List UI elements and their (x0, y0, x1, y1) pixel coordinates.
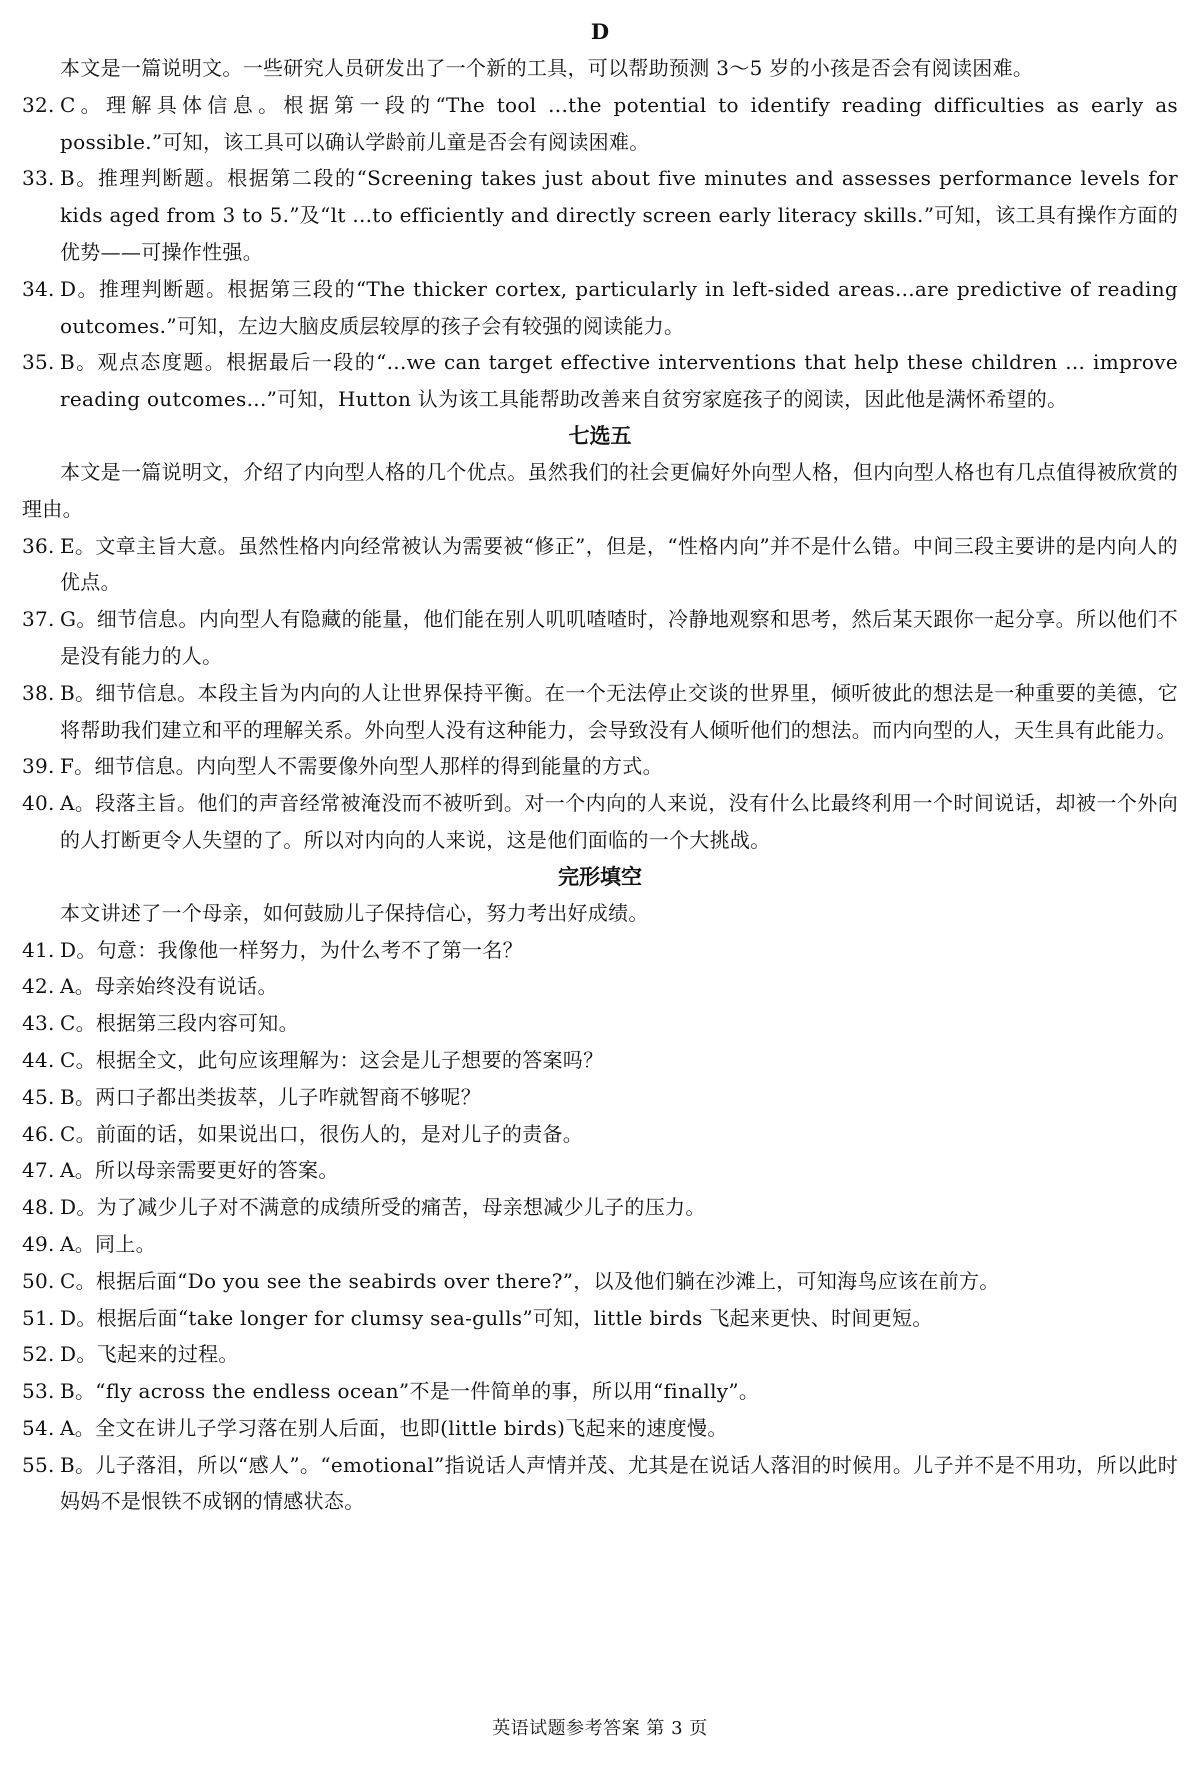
answer-number: 50. (22, 1268, 55, 1293)
answer-number: 48. (22, 1195, 55, 1220)
answer-item (22, 1152, 1178, 1189)
answer-item (22, 1042, 1178, 1079)
answer-item (22, 160, 1178, 270)
answer-text: C。根据第三段内容可知。 (60, 1011, 299, 1036)
answer-number: 47. (22, 1158, 55, 1183)
section-heading: 七选五 (568, 422, 632, 448)
section-intro: 本文是一篇说明文。一些研究人员研发出了一个新的工具，可以帮助预测 3～5 岁的小孩是否会有阅读困难。 (60, 56, 1034, 80)
answer-number: 53. (22, 1379, 55, 1404)
answer-number: 54. (22, 1415, 55, 1440)
answer-item (22, 1226, 1178, 1263)
answer-number: 32. (22, 92, 55, 117)
answer-number: 41. (22, 937, 55, 962)
answer-text: C。根据后面“Do you see the seabirds over there?”，以及他们躺在沙滩上，可知海鸟应该在前方。 (60, 1268, 1000, 1293)
answer-number: 39. (22, 754, 55, 779)
answer-text: E。文章主旨大意。虽然性格内向经常被认为需要被“修正”，但是，“性格内向”并不是什么错。中间三段主要讲的是内向人的优点。 (60, 533, 1178, 595)
answer-page (22, 14, 1178, 1520)
section-heading: D (590, 19, 610, 44)
answer-item (22, 675, 1178, 749)
answer-number: 35. (22, 350, 55, 375)
answer-number: 36. (22, 533, 55, 558)
answer-text: B。细节信息。本段主旨为内向的人让世界保持平衡。在一个无法停止交谈的世界里，倾听彼此的想法是一种重要的美德，它将帮助我们建立和平的理解关系。外向型人没有这种能力，会导致没有人倾听他们的想法。而内向型的人，天生具有此能力。 (60, 680, 1178, 742)
answer-number: 51. (22, 1305, 55, 1330)
answer-item (22, 1447, 1178, 1521)
answer-text: A。段落主旨。他们的声音经常被淹没而不被听到。对一个内向的人来说，没有什么比最终利用一个时间说话，却被一个外向的人打断更令人失望的了。所以对内向的人来说，这是他们面临的一个大挑战。 (60, 791, 1178, 852)
answer-number: 52. (22, 1342, 55, 1367)
answer-item (22, 1373, 1178, 1410)
answer-item (22, 968, 1178, 1005)
answer-item (22, 1116, 1178, 1153)
answer-item (22, 1410, 1178, 1447)
answer-number: 40. (22, 791, 55, 816)
answer-item (22, 271, 1178, 345)
answer-number: 42. (22, 974, 55, 999)
answer-number: 45. (22, 1084, 55, 1109)
answer-number: 33. (22, 166, 55, 191)
answer-item (22, 1300, 1178, 1337)
answer-item (22, 601, 1178, 675)
answer-text: D。推理判断题。根据第三段的“The thicker cortex, particularly in left-sided areas...are predictive of reading outcomes.”可知，左边大脑皮质层较厚的孩子会有较强的阅读能力。 (60, 276, 1178, 338)
answer-number: 44. (22, 1047, 55, 1072)
answer-number: 34. (22, 276, 55, 301)
answer-text: B。两口子都出类拔萃，儿子咋就智商不够呢？ (60, 1084, 481, 1109)
answer-text: D。句意：我像他一样努力，为什么考不了第一名？ (60, 937, 523, 962)
answer-text: G。细节信息。内向型人有隐藏的能量，他们能在别人叽叽喳喳时，冷静地观察和思考，然后某天跟你一起分享。所以他们不是没有能力的人。 (60, 607, 1178, 668)
answer-number: 49. (22, 1231, 55, 1256)
section-intro: 本文是一篇说明文，介绍了内向型人格的几个优点。虽然我们的社会更偏好外向型人格，但内向型人格也有几点值得被欣赏的理由。 (22, 459, 1178, 521)
answer-text: A。全文在讲儿子学习落在别人后面，也即(little birds)飞起来的速度慢。 (60, 1415, 728, 1440)
answer-text: B。儿子落泪，所以“感人”。“emotional”指说话人声情并茂、尤其是在说话人落泪的时候用。儿子并不是不用功，所以此时妈妈不是恨铁不成钢的情感状态。 (60, 1452, 1178, 1514)
answer-item (22, 344, 1178, 418)
answer-item (22, 1336, 1178, 1373)
answer-text: B。“fly across the endless ocean”不是一件简单的事，所以用“finally”。 (60, 1379, 760, 1404)
answer-number: 43. (22, 1011, 55, 1036)
answer-text: B。推理判断题。根据第二段的“Screening takes just about five minutes and assesses performance levels for kids aged from 3 to 5.”及“lt ...to efficiently and directly screen early literacy skills.”可知，该工具有操作方面的优势——可操作性强。 (60, 166, 1178, 264)
answer-text: B。观点态度题。根据最后一段的“...we can target effective interventions that help these children ... improve reading outcomes...”可知，Hutton 认为该工具能帮助改善来自贫穷家庭孩子的阅读，因此他是满怀希望的。 (60, 350, 1178, 412)
answer-item (22, 1189, 1178, 1226)
answer-text: A。所以母亲需要更好的答案。 (60, 1158, 339, 1183)
answer-item (22, 1005, 1178, 1042)
answer-text: C。理解具体信息。根据第一段的“The tool ...the potential to identify reading difficulties as early as possible.”可知，该工具可以确认学龄前儿童是否会有阅读困难。 (60, 92, 1178, 154)
answer-item (22, 748, 1178, 785)
answer-item (22, 1079, 1178, 1116)
answer-item (22, 528, 1178, 602)
section-intro: 本文讲述了一个母亲，如何鼓励儿子保持信心，努力考出好成绩。 (60, 900, 649, 925)
section-heading: 完形填空 (558, 863, 642, 889)
answer-text: D。根据后面“take longer for clumsy sea-gulls”可知，little birds 飞起来更快、时间更短。 (60, 1305, 933, 1330)
answer-text: A。母亲始终没有说话。 (60, 974, 278, 999)
answer-text: D。飞起来的过程。 (60, 1342, 239, 1367)
answer-item (22, 87, 1178, 161)
section-d (22, 14, 1178, 418)
answer-item (22, 1263, 1178, 1300)
answer-text: A。同上。 (60, 1231, 156, 1256)
answer-number: 38. (22, 680, 55, 705)
answer-number: 46. (22, 1121, 55, 1146)
answer-item (22, 932, 1178, 969)
answer-text: C。前面的话，如果说出口，很伤人的，是对儿子的责备。 (60, 1121, 584, 1146)
section-seven-choose-five (22, 418, 1178, 859)
page-footer: 英语试题参考答案 第 3 页 (492, 1718, 708, 1739)
section-cloze (22, 859, 1178, 1521)
answer-text: D。为了减少儿子对不满意的成绩所受的痛苦，母亲想减少儿子的压力。 (60, 1195, 706, 1220)
answer-number: 37. (22, 607, 55, 632)
answer-text: F。细节信息。内向型人不需要像外向型人那样的得到能量的方式。 (60, 754, 663, 779)
answer-text: C。根据全文，此句应该理解为：这会是儿子想要的答案吗？ (60, 1047, 604, 1072)
answer-number: 55. (22, 1452, 55, 1477)
answer-item (22, 785, 1178, 859)
